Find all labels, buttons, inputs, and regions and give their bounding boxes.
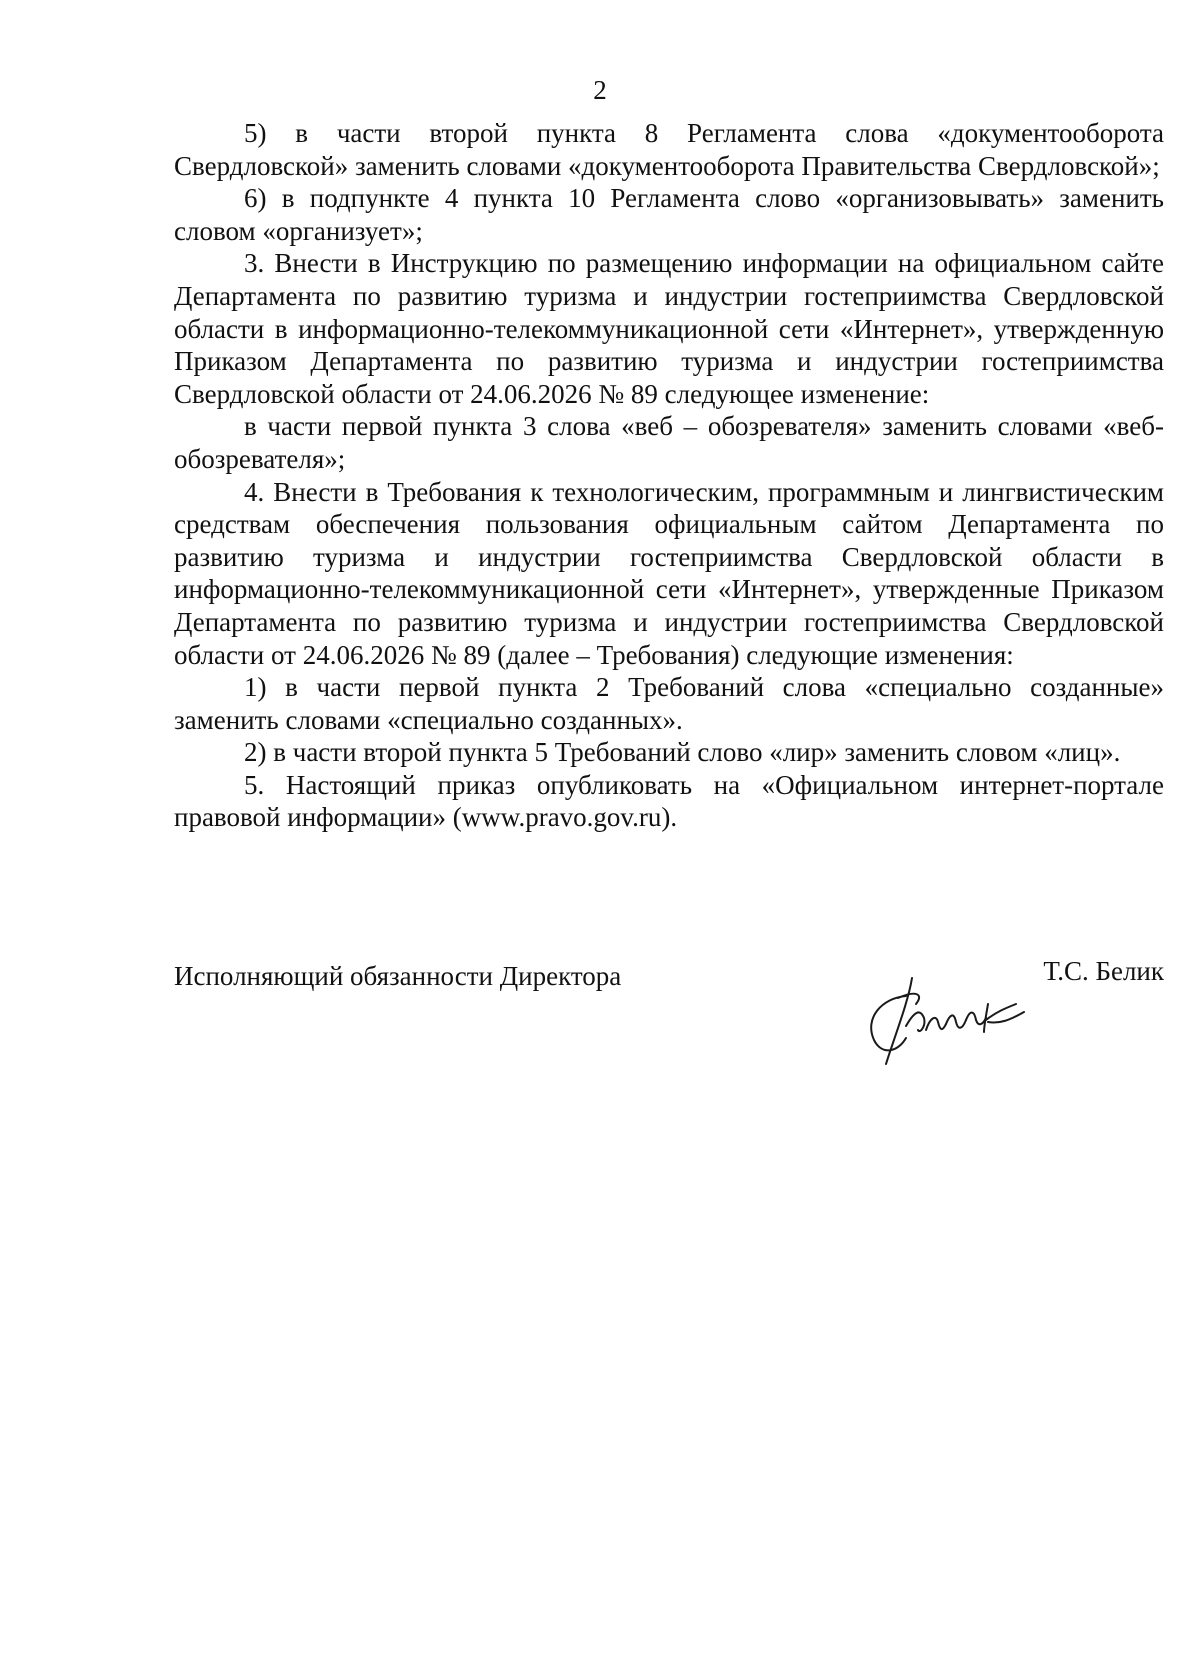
signature-block <box>174 956 1164 1080</box>
paragraph-amendment-6: 6) в подпункте 4 пункта 10 Регламента слово «организовывать» заменить словом «организует»; <box>174 183 1164 246</box>
position-title: Исполняющий обязанности Директора <box>174 961 622 991</box>
paragraph-amendment-5: 5) в части второй пункта 8 Регламента слова «документооборота Свердловской» заменить словами «документооборота Правительства Свердловской»; <box>174 118 1164 181</box>
paragraph-item-3-change: в части первой пункта 3 слова «веб – обозревателя» заменить словами «веб-обозревателя»; <box>174 411 1164 474</box>
paragraph-item-4: 4. Внести в Требования к технологическим, программным и лингвистическим средствам обеспечения пользования официальным сайтом Департамента по развитию туризма и индустрии гостеприимства Свердловской области в информационно-телекоммуникационной сети «Интернет», утвержденные Приказом Департамента по развитию туризма и индустрии гостеприимства Свердловской области от 24.06.2026 № 89 (далее – Требования) следующие изменения: <box>174 476 1164 670</box>
paragraph-item-3: 3. Внести в Инструкцию по размещению информации на официальном сайте Департамента по развитию туризма и индустрии гостеприимства Свердловской области в информационно-телекоммуникационной сети «Интернет», утвержденную Приказом Департамента по развитию туризма и индустрии гостеприимства Свердловской области от 24.06.2026 № 89 следующее изменение: <box>174 248 1164 409</box>
page-number: 2 <box>593 75 607 105</box>
handwritten-signature <box>854 968 1034 1068</box>
paragraph-requirements-1: 1) в части первой пункта 2 Требований слова «специально созданные» заменить словами «специально созданных». <box>174 672 1164 735</box>
paragraph-item-5: 5. Настоящий приказ опубликовать на «Официальном интернет-портале правовой информации» (www.pravo.gov.ru). <box>174 769 1164 833</box>
paragraph-requirements-2: 2) в части второй пункта 5 Требований слово «лир» заменить словом «лиц». <box>244 737 1121 768</box>
signer-name: Т.С. Белик <box>1043 956 1164 986</box>
document-body <box>174 117 1164 834</box>
